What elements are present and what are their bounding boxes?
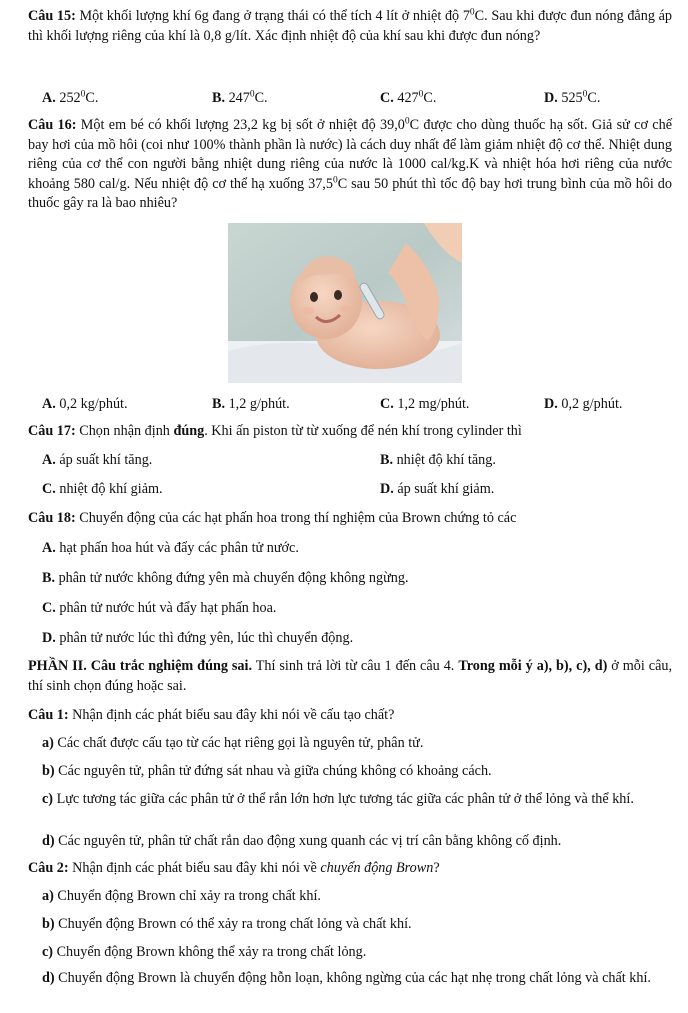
- option-a: A. $252^0C$.: [42, 89, 99, 106]
- part2-question-2: Câu 2: Nhận định các phát biểu sau đây khi nói về chuyển động Brown?: [28, 860, 440, 876]
- statement-d: d) Các nguyên tử, phân tử chất rắn dao động xung quanh các vị trí cân bằng không cố định.: [42, 833, 562, 849]
- option-a: A. hạt phấn hoa hút và đẩy các phân tử nước.: [42, 540, 299, 556]
- part2-question-1: Câu 1: Nhận định các phát biểu sau đây khi nói về cấu tạo chất?: [28, 707, 395, 723]
- degree-mark: 0: [469, 7, 475, 18]
- question-label: Câu 18:: [28, 510, 76, 526]
- part-2-instructions: PHẦN II. Câu trắc nghiệm đúng sai. Thí sinh trả lời từ câu 1 đến câu 4. Trong mỗi ý a), b), c), d) ở mỗi câu, thí sinh chọn đúng hoặc sai.: [28, 658, 673, 694]
- option-c: C. $427^0C$.: [380, 89, 437, 106]
- question-label: Câu 16:: [28, 117, 77, 133]
- option-b: B. phân tử nước không đứng yên mà chuyển động không ngừng.: [42, 570, 409, 586]
- option-a: A. 0,2 kg/phút.: [42, 396, 128, 412]
- option-c: C. nhiệt độ khí giảm.: [42, 481, 163, 497]
- statement-c: c) Chuyển động Brown không thể xảy ra trong chất lỏng.: [42, 944, 367, 960]
- question-text: Một khối lượng khí 6g đang ở trạng thái có thể tích 4 lít ở nhiệt độ 7: [75, 8, 470, 24]
- question-label: Câu 2:: [28, 860, 69, 876]
- statement-a: a) Chuyển động Brown chỉ xảy ra trong chất khí.: [42, 888, 321, 904]
- question-label: Câu 17:: [28, 423, 76, 439]
- statement-c: c) Lực tương tác giữa các phân tử ở thể rắn lớn hơn lực tương tác giữa các phân tử ở thể lỏng và thể khí.: [42, 791, 634, 807]
- option-b: B. $247^0C$.: [212, 89, 268, 106]
- option-d: D. phân tử nước lúc thì đứng yên, lúc thì chuyển động.: [42, 630, 354, 646]
- option-b: B. 1,2 g/phút.: [212, 396, 290, 412]
- baby-thermometer-photo: [228, 223, 462, 383]
- option-d: D. áp suất khí giảm.: [380, 481, 495, 497]
- statement-d: d) Chuyển động Brown là chuyển động hỗn loạn, không ngừng của các hạt nhẹ trong chất lỏng và chất khí.: [42, 970, 651, 986]
- statement-b: b) Các nguyên tử, phân tử đứng sát nhau và giữa chúng không có khoảng cách.: [42, 763, 492, 779]
- question-label: Câu 1:: [28, 707, 69, 723]
- question-text-cont: C. Sau khi được đun nóng đẳng áp thì khối lượng riêng của khí là 0,8 g/lít. Xác định nhiệt độ của khí sau khi được đun nóng?: [28, 8, 672, 44]
- option-a: A. áp suất khí tăng.: [42, 452, 153, 468]
- part-heading: PHẦN II. Câu trắc nghiệm đúng sai.: [28, 658, 253, 674]
- question-18: Câu 18: Chuyển động của các hạt phấn hoa trong thí nghiệm của Brown chứng tỏ các: [28, 510, 517, 526]
- statement-b: b) Chuyển động Brown có thể xảy ra trong chất lỏng và chất khí.: [42, 916, 412, 932]
- question-16: Câu 16: Một em bé có khối lượng 23,2 kg bị sốt ở nhiệt độ 39,0$^0$C được cho dùng thuốc hạ sốt. Giả sử cơ chế bay hơi của mồ hôi (coi như 100% thành phần là nước) là cách duy nhất để làm giảm nhiệt độ cơ thể. Nhiệt dung riêng của cơ thể con người bằng nhiệt dung riêng của nước là 1000 cal/kg.K và nhiệt hóa hơi riêng của nước khoảng 580 cal/g. Nếu nhiệt độ cơ thể hạ xuống 37,5$^0$C sau 50 phút thì tốc độ bay hơi trung bình của mồ hôi do thuốc gây ra là bao nhiêu?: [28, 116, 672, 211]
- option-d: D. $525^0C$.: [544, 89, 601, 106]
- option-b: B. nhiệt độ khí tăng.: [380, 452, 496, 468]
- question-15: [28, 6, 672, 46]
- question-label: Câu 15:: [28, 8, 76, 24]
- option-c: C. 1,2 mg/phút.: [380, 396, 470, 412]
- statement-a: a) Các chất được cấu tạo từ các hạt riêng gọi là nguyên tử, phân tử.: [42, 735, 424, 751]
- question-17: Câu 17: Chọn nhận định đúng. Khi ấn piston từ từ xuống để nén khí trong cylinder thì: [28, 423, 522, 439]
- option-d: D. 0,2 g/phút.: [544, 396, 623, 412]
- option-c: C. phân tử nước hút và đẩy hạt phấn hoa.: [42, 600, 277, 616]
